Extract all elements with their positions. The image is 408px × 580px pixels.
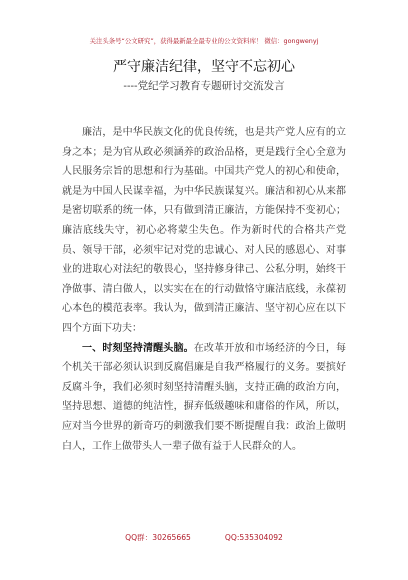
document-body xyxy=(62,123,346,456)
footer-contact xyxy=(0,532,408,543)
page-subtitle: ----党纪学习教育专题研讨交流发言 xyxy=(123,80,285,92)
page-title: 严守廉洁纪律，坚守不忘初心 xyxy=(113,59,295,75)
paragraph-intro: 廉洁，是中华民族文化的优良传统，也是共产党人应有的立身之本；是为官从政必须涵养的政治品格，更是践行全心全意为人民服务宗旨的思想和行为基础。中国共产党人的初心和使命，就是为中国人民谋幸福，为中华民族谋复兴。廉洁和初心从来都是密切联系的统一体，只有做到清正廉洁，方能保持不变初心；廉洁底线失守，初心必将蒙尘失色。作为新时代的合格共产党员、领导干部，必须牢记对党的忠诚心、对人民的感恩心、对事业的进取心对法纪的敬畏心，坚持修身律己、公私分明，始终干净做事、清白做人，以实实在在的行动做恪守廉洁底线，永葆初心本色的模范表率。我认为，做到清正廉洁、坚守初心应在以下四个方面下功夫： xyxy=(62,127,346,334)
paragraph-section-1 xyxy=(62,339,346,457)
footer-qq-number: QQ:535304092 xyxy=(224,533,283,542)
header-promo-text: 关注头条号“公文研究”，获得最新最全最专业的公文资料库！ 微信：gongwenyj xyxy=(89,37,319,45)
footer-qq-group: QQ群：30265665 xyxy=(125,533,191,542)
section-1-heading: 一、时刻坚持清醒头脑。 xyxy=(82,342,194,354)
section-1-text: 在改革开放和市场经济的今日，每个机关干部必须认识到反腐倡廉是自我严格履行的义务。要摈好反腐斗争，我们必须时刻坚持清醒头脑，支持正确的政治方向，坚持思想、道德的纯洁性，摒弃低级趣味和庸俗的作风，所以，应对当今世界的新奇巧的刺激我们要不断提醒自我：政治上做明白人，工作上做带头人一辈子做有益于人民群众的人。 xyxy=(62,342,347,452)
